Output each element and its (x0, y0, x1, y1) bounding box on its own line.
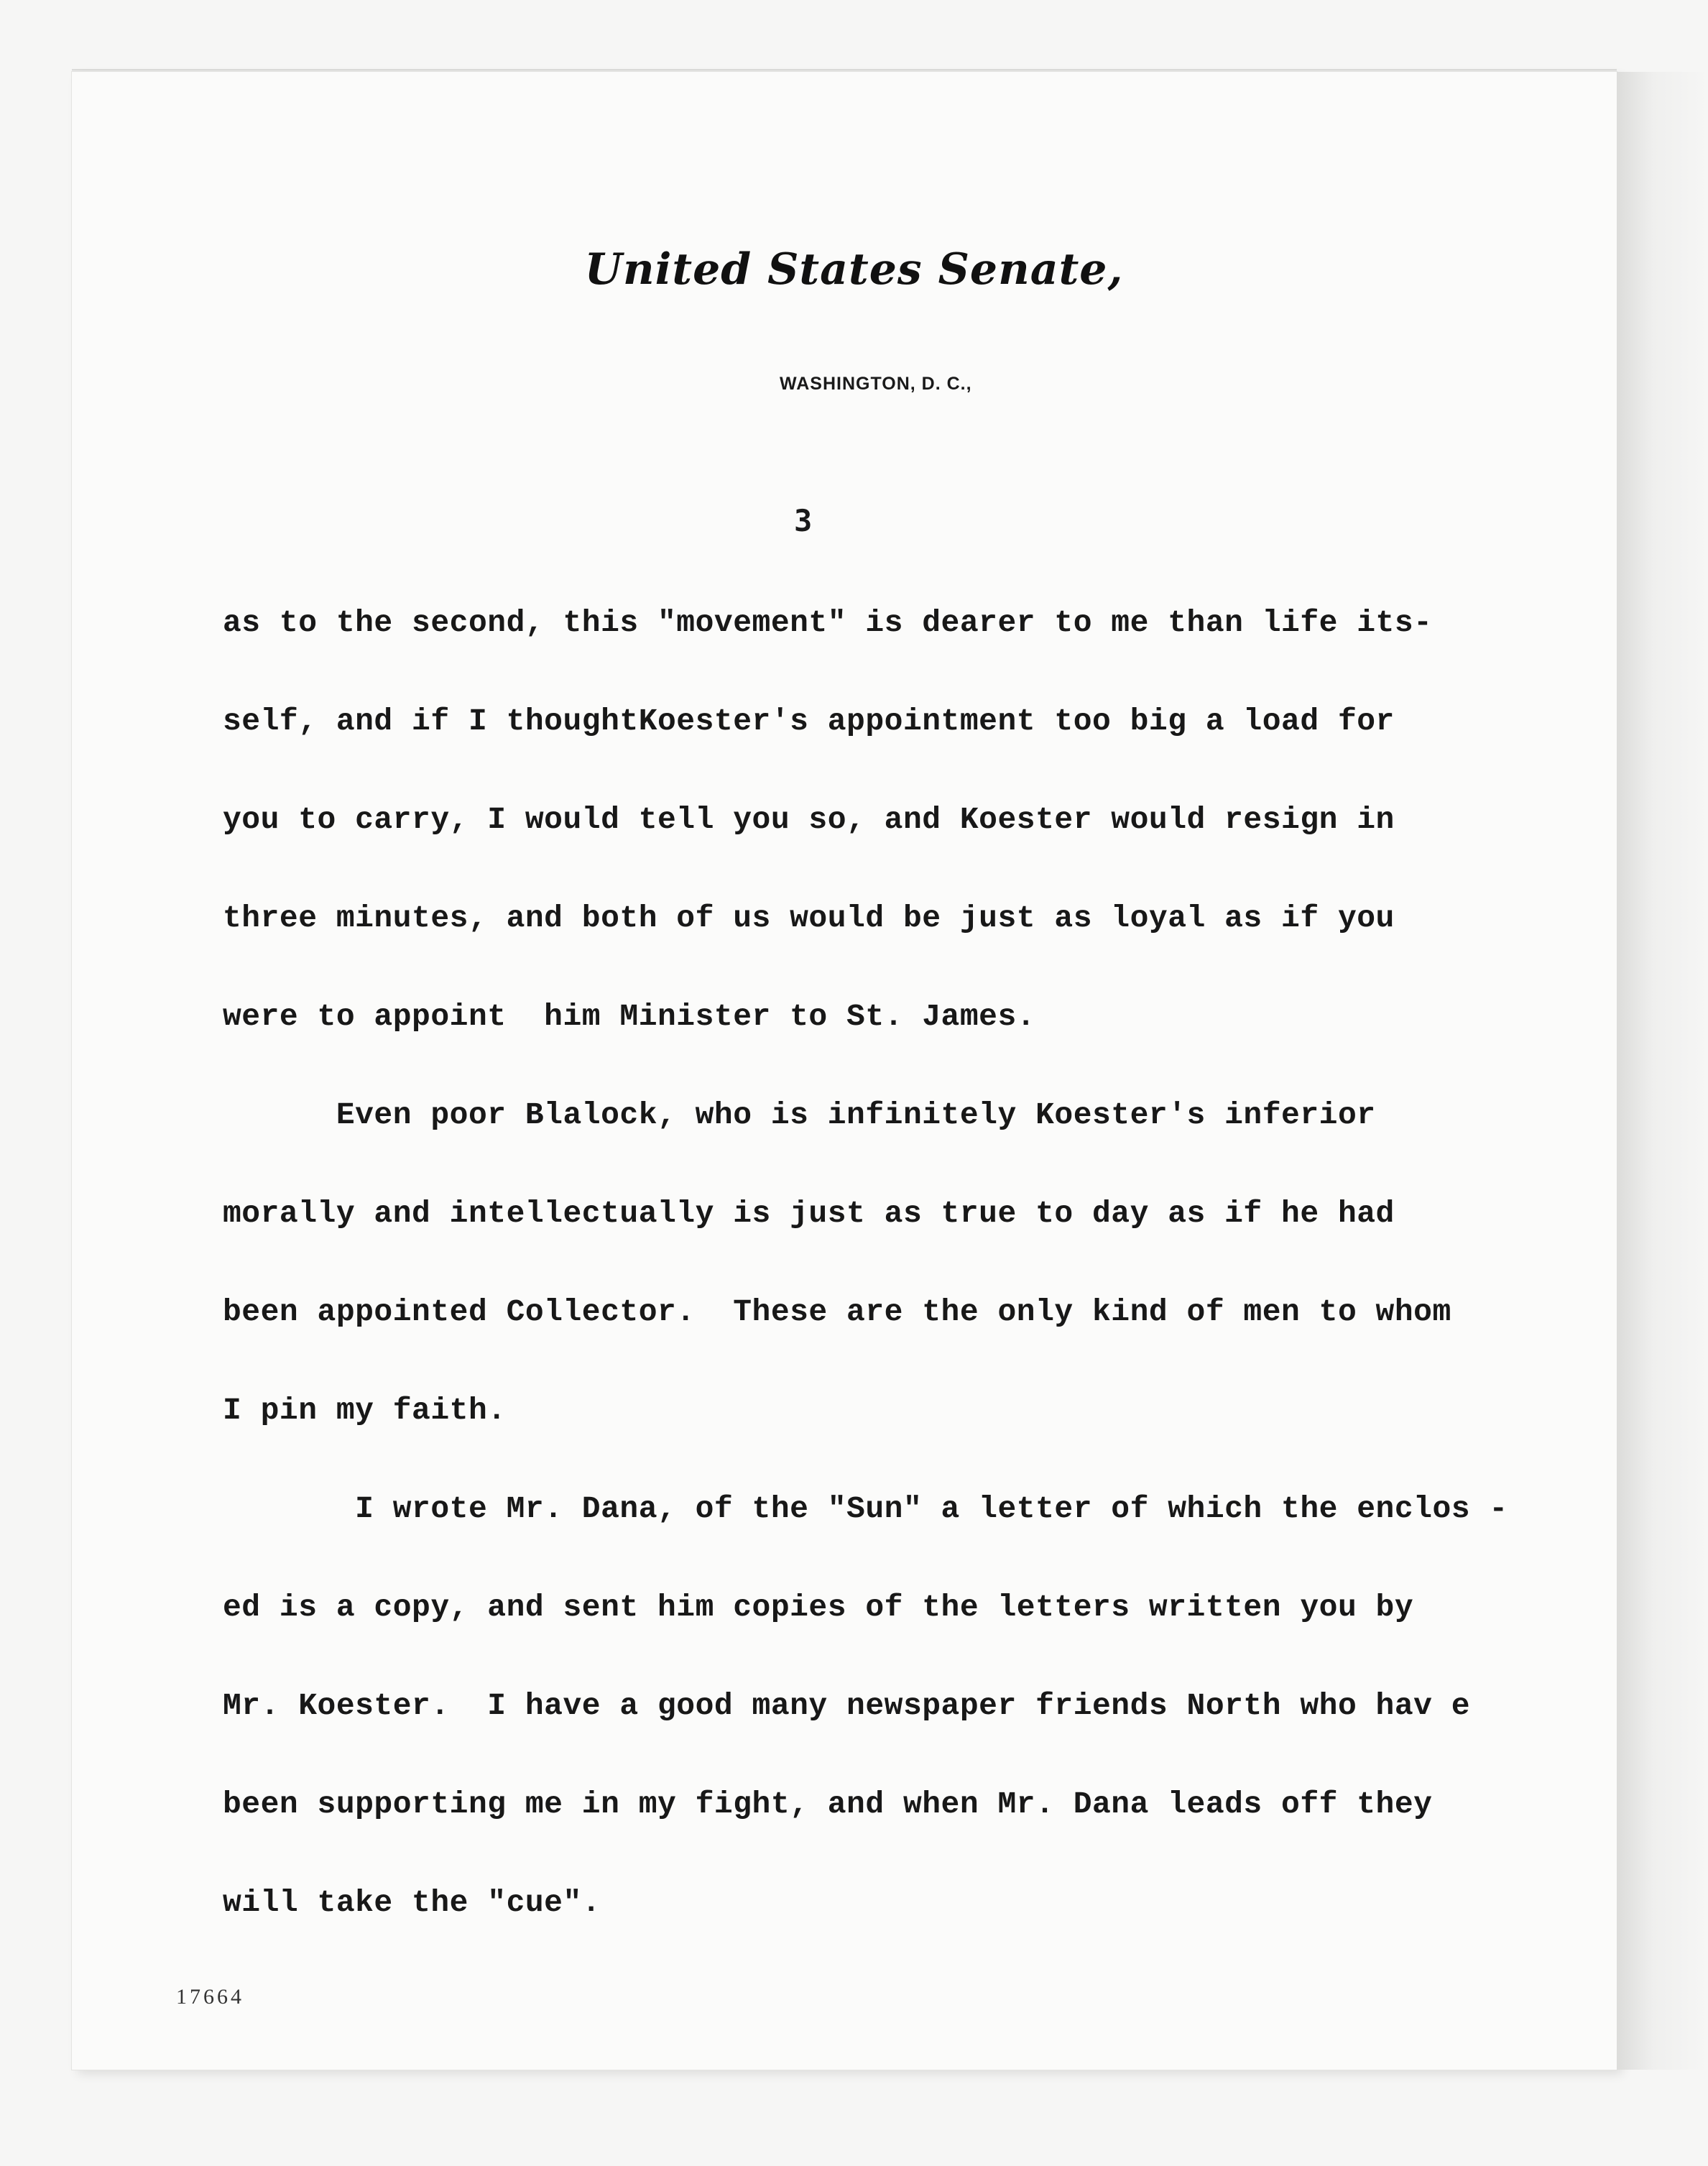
page-number: 3 (794, 503, 813, 538)
archive-number: 17664 (176, 1985, 244, 2009)
body-line: will take the "cue". (223, 1885, 601, 1920)
body-line: Even poor Blalock, who is infinitely Koester's inferior (223, 1097, 1376, 1133)
body-line: as to the second, this "movement" is dearer to me than life its- (223, 605, 1433, 640)
body-line: been appointed Collector. These are the only kind of men to whom (223, 1294, 1451, 1329)
body-line: three minutes, and both of us would be just as loyal as if you (223, 900, 1395, 936)
body-line: been supporting me in my fight, and when Mr. Dana leads off they (223, 1787, 1433, 1822)
body-line: morally and intellectually is just as true to day as if he had (223, 1196, 1395, 1231)
body-line: self, and if I thoughtKoester's appointment too big a load for (223, 704, 1395, 739)
body-line: were to appoint him Minister to St. James. (223, 999, 1036, 1034)
page-shadow-edge (1617, 72, 1708, 2070)
body-line: you to carry, I would tell you so, and Koester would resign in (223, 802, 1395, 837)
letter-sheet (72, 72, 1617, 2070)
body-line: I pin my faith. (223, 1393, 507, 1428)
body-line: I wrote Mr. Dana, of the "Sun" a letter of which the enclos - (223, 1491, 1508, 1526)
letterhead-location: WASHINGTON, D. C., (780, 374, 972, 394)
body-line: Mr. Koester. I have a good many newspaper friends North who hav e (223, 1688, 1471, 1723)
letterhead-title: United States Senate, (584, 244, 1124, 295)
body-line: ed is a copy, and sent him copies of the letters written you by (223, 1590, 1414, 1625)
